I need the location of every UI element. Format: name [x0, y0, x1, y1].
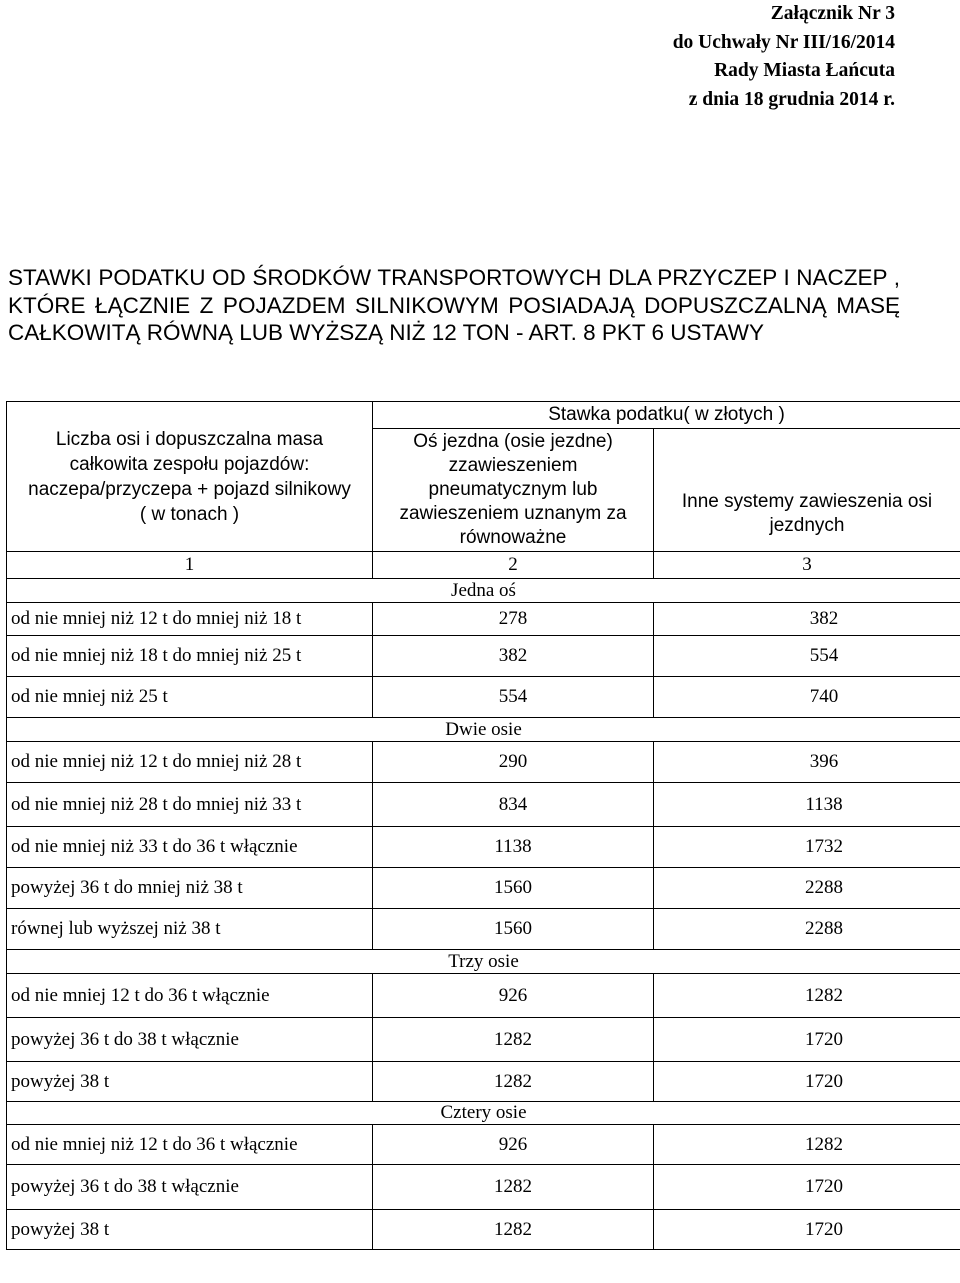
- pneumatic-rate: 1560: [373, 909, 654, 950]
- other-rate: 2288: [654, 909, 960, 950]
- pneumatic-rate: 1138: [373, 827, 654, 868]
- header-text-line: zzawieszeniem: [448, 455, 578, 476]
- mass-range-label: powyżej 36 t do 38 t włącznie: [7, 1165, 373, 1210]
- pneumatic-rate: 1282: [373, 1062, 654, 1102]
- mass-range-label: równej lub wyższej niż 38 t: [7, 909, 373, 950]
- header-text-line: ( w tonach ): [139, 503, 240, 525]
- pneumatic-rate: 278: [373, 603, 654, 636]
- mass-range-label: powyżej 38 t: [7, 1062, 373, 1102]
- table-row: [7, 1210, 960, 1250]
- mass-range-label: od nie mniej niż 12 t do mniej niż 18 t: [7, 603, 373, 636]
- pneumatic-rate: 1282: [373, 1165, 654, 1210]
- other-rate: 1720: [654, 1062, 960, 1102]
- mass-range-label: od nie mniej niż 28 t do mniej niż 33 t: [7, 783, 373, 827]
- table-row: [7, 677, 960, 718]
- mass-range-label: powyżej 36 t do 38 t włącznie: [7, 1018, 373, 1062]
- pneumatic-rate: 926: [373, 974, 654, 1018]
- header-text-line: równoważne: [459, 527, 567, 548]
- table-row: [7, 974, 960, 1018]
- column-number: 3: [654, 552, 960, 579]
- axle-group-header: Trzy osie: [7, 950, 960, 974]
- header-text-line: zawieszeniem uznanym za: [399, 503, 627, 524]
- attachment-header-line: Rady Miasta Łańcuta: [714, 60, 895, 81]
- table-row: [7, 1062, 960, 1102]
- axle-mass-header-cell: [7, 402, 373, 552]
- mass-range-label: od nie mniej niż 18 t do mniej niż 25 t: [7, 636, 373, 677]
- pneumatic-rate: 1560: [373, 868, 654, 909]
- table-row: [7, 827, 960, 868]
- tax-rate-header: Stawka podatku( w złotych ): [373, 402, 960, 429]
- header-text-line: Oś jezdna (osie jezdne): [413, 431, 613, 452]
- document-title: STAWKI PODATKU OD ŚRODKÓW TRANSPORTOWYCH DLA PRZYCZEP I NACZEP , KTÓRE ŁĄCZNIE Z POJAZDEM SILNIKOWYM POSIADAJĄ DOPUSZCZALNĄ MASĘ CAŁKOWITĄ RÓWNĄ LUB WYŻSZĄ NIŻ 12 TON - ART. 8 PKT 6 USTAWY: [8, 265, 900, 345]
- pneumatic-rate: 554: [373, 677, 654, 718]
- attachment-header-line: z dnia 18 grudnia 2014 r.: [688, 88, 895, 110]
- other-rate: 1720: [654, 1018, 960, 1062]
- mass-range-label: powyżej 36 t do mniej niż 38 t: [7, 868, 373, 909]
- attachment-header-line: do Uchwały Nr III/16/2014: [672, 31, 895, 53]
- other-rate: 740: [654, 677, 960, 718]
- table-row: [7, 1165, 960, 1210]
- table-row: [7, 909, 960, 950]
- other-rate: 396: [654, 742, 960, 783]
- pneumatic-rate: 926: [373, 1125, 654, 1165]
- mass-range-label: od nie mniej niż 33 t do 36 t włącznie: [7, 827, 373, 868]
- column-number: 2: [373, 552, 654, 579]
- axle-group-header: Dwie osie: [7, 718, 960, 742]
- other-rate: 1720: [654, 1210, 960, 1250]
- header-text-line: całkowita zespołu pojazdów:: [69, 453, 310, 475]
- other-rate: 382: [654, 603, 960, 636]
- pneumatic-suspension-header: [373, 429, 654, 552]
- other-rate: 1720: [654, 1165, 960, 1210]
- other-rate: 1138: [654, 783, 960, 827]
- mass-range-label: od nie mniej niż 12 t do 36 t włącznie: [7, 1125, 373, 1165]
- other-rate: 1282: [654, 974, 960, 1018]
- axle-group-header: Jedna oś: [7, 579, 960, 603]
- pneumatic-rate: 1282: [373, 1210, 654, 1250]
- table-row: [7, 783, 960, 827]
- header-text-line: jezdnych: [769, 515, 845, 536]
- table-row: [7, 636, 960, 677]
- attachment-header-line: Załącznik Nr 3: [770, 3, 895, 24]
- table-row: [7, 1018, 960, 1062]
- tax-rate-table: [6, 401, 960, 1250]
- other-rate: 2288: [654, 868, 960, 909]
- pneumatic-rate: 1282: [373, 1018, 654, 1062]
- table-row: [7, 868, 960, 909]
- table-row: [7, 742, 960, 783]
- mass-range-label: od nie mniej niż 25 t: [7, 677, 373, 718]
- pneumatic-rate: 382: [373, 636, 654, 677]
- mass-range-label: od nie mniej 12 t do 36 t włącznie: [7, 974, 373, 1018]
- attachment-header: [673, 0, 895, 114]
- table-row: [7, 1125, 960, 1165]
- table-row: [7, 603, 960, 636]
- axle-group-header: Cztery osie: [7, 1102, 960, 1125]
- mass-range-label: powyżej 38 t: [7, 1210, 373, 1250]
- other-rate: 1732: [654, 827, 960, 868]
- pneumatic-rate: 290: [373, 742, 654, 783]
- other-rate: 554: [654, 636, 960, 677]
- other-rate: 1282: [654, 1125, 960, 1165]
- header-text-line: pneumatycznym lub: [428, 479, 598, 500]
- header-text-line: Liczba osi i dopuszczalna masa: [55, 428, 324, 450]
- header-text-line: Inne systemy zawieszenia osi: [681, 491, 933, 512]
- mass-range-label: od nie mniej niż 12 t do mniej niż 28 t: [7, 742, 373, 783]
- header-text-line: naczepa/przyczepa + pojazd silnikowy: [28, 478, 351, 500]
- other-suspension-header: [654, 429, 960, 552]
- pneumatic-rate: 834: [373, 783, 654, 827]
- column-number: 1: [7, 552, 373, 579]
